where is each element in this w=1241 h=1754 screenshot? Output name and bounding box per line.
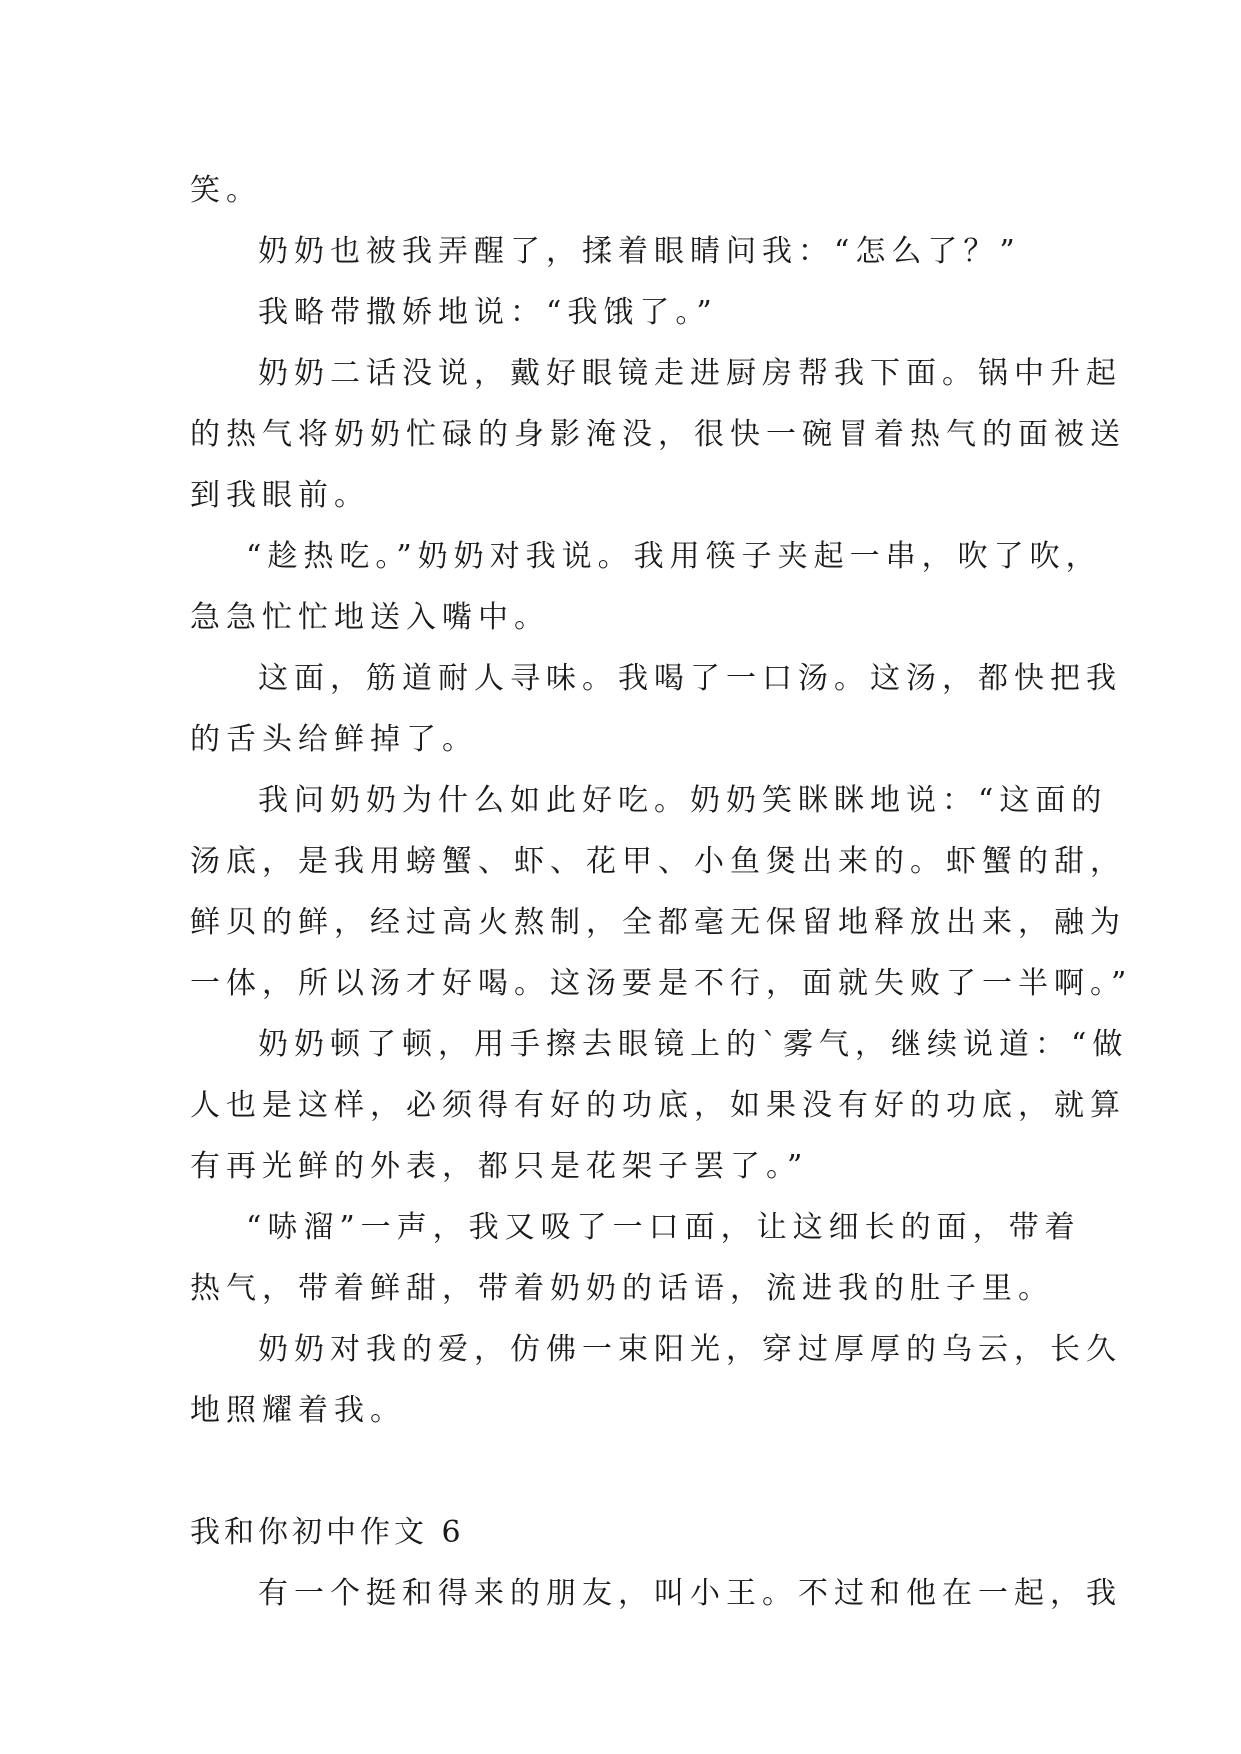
text-line: 鲜贝的鲜，经过高火熬制，全都毫无保留地释放出来，融为 [190, 905, 1126, 940]
paragraph-line: 奶奶对我的爱，仿佛一束阳光，穿过厚厚的乌云，长久 [258, 1332, 1122, 1367]
section-spacer [190, 1441, 1070, 1502]
text-line: 一体，所以汤才好喝。这汤要是不行，面就失败了一半啊。” [190, 966, 1133, 1001]
text-line: 人也是这样，必须得有好的功底，如果没有好的功底，就算 [190, 1088, 1126, 1123]
text-line: 急急忙忙地送入嘴中。 [190, 600, 550, 635]
paragraph-line: 奶奶也被我弄醒了，揉着眼睛问我：“怎么了？” [258, 234, 1021, 269]
paragraph-line: 我问奶奶为什么如此好吃。奶奶笑眯眯地说：“这面的 [258, 783, 1108, 818]
text-line: 地照耀着我。 [190, 1393, 406, 1428]
text-line: 的热气将奶奶忙碌的身影淹没，很快一碗冒着热气的面被送 [190, 417, 1126, 452]
paragraph-line: 这面，筋道耐人寻味。我喝了一口汤。这汤，都快把我 [258, 661, 1122, 696]
paragraph-line: “哧溜”一声，我又吸了一口面，让这细长的面，带着 [246, 1210, 1081, 1245]
paragraph-line: 奶奶二话没说，戴好眼镜走进厨房帮我下面。锅中升起 [258, 356, 1122, 391]
text-line: 笑。 [190, 173, 262, 208]
paragraph-line: 奶奶顿了顿，用手擦去眼镜上的`雾气，继续说道：“做 [258, 1027, 1129, 1062]
paragraph-line: 我略带撒娇地说：“我饿了。” [258, 295, 718, 330]
text-line: 的舌头给鲜掉了。 [190, 722, 478, 757]
text-line: 汤底，是我用螃蟹、虾、花甲、小鱼煲出来的。虾蟹的甜， [190, 844, 1126, 879]
section-heading: 我和你初中作文 6 [190, 1515, 465, 1550]
text-line: 热气，带着鲜甜，带着奶奶的话语，流进我的肚子里。 [190, 1271, 1054, 1306]
paragraph-line: “趁热吃。”奶奶对我说。我用筷子夹起一串，吹了吹， [246, 539, 1102, 574]
text-line: 有再光鲜的外表，都只是花架子罢了。” [190, 1149, 809, 1184]
text-line: 到我眼前。 [190, 478, 370, 513]
essay-body [190, 160, 1133, 1624]
paragraph-line: 有一个挺和得来的朋友，叫小王。不过和他在一起，我 [258, 1576, 1122, 1611]
